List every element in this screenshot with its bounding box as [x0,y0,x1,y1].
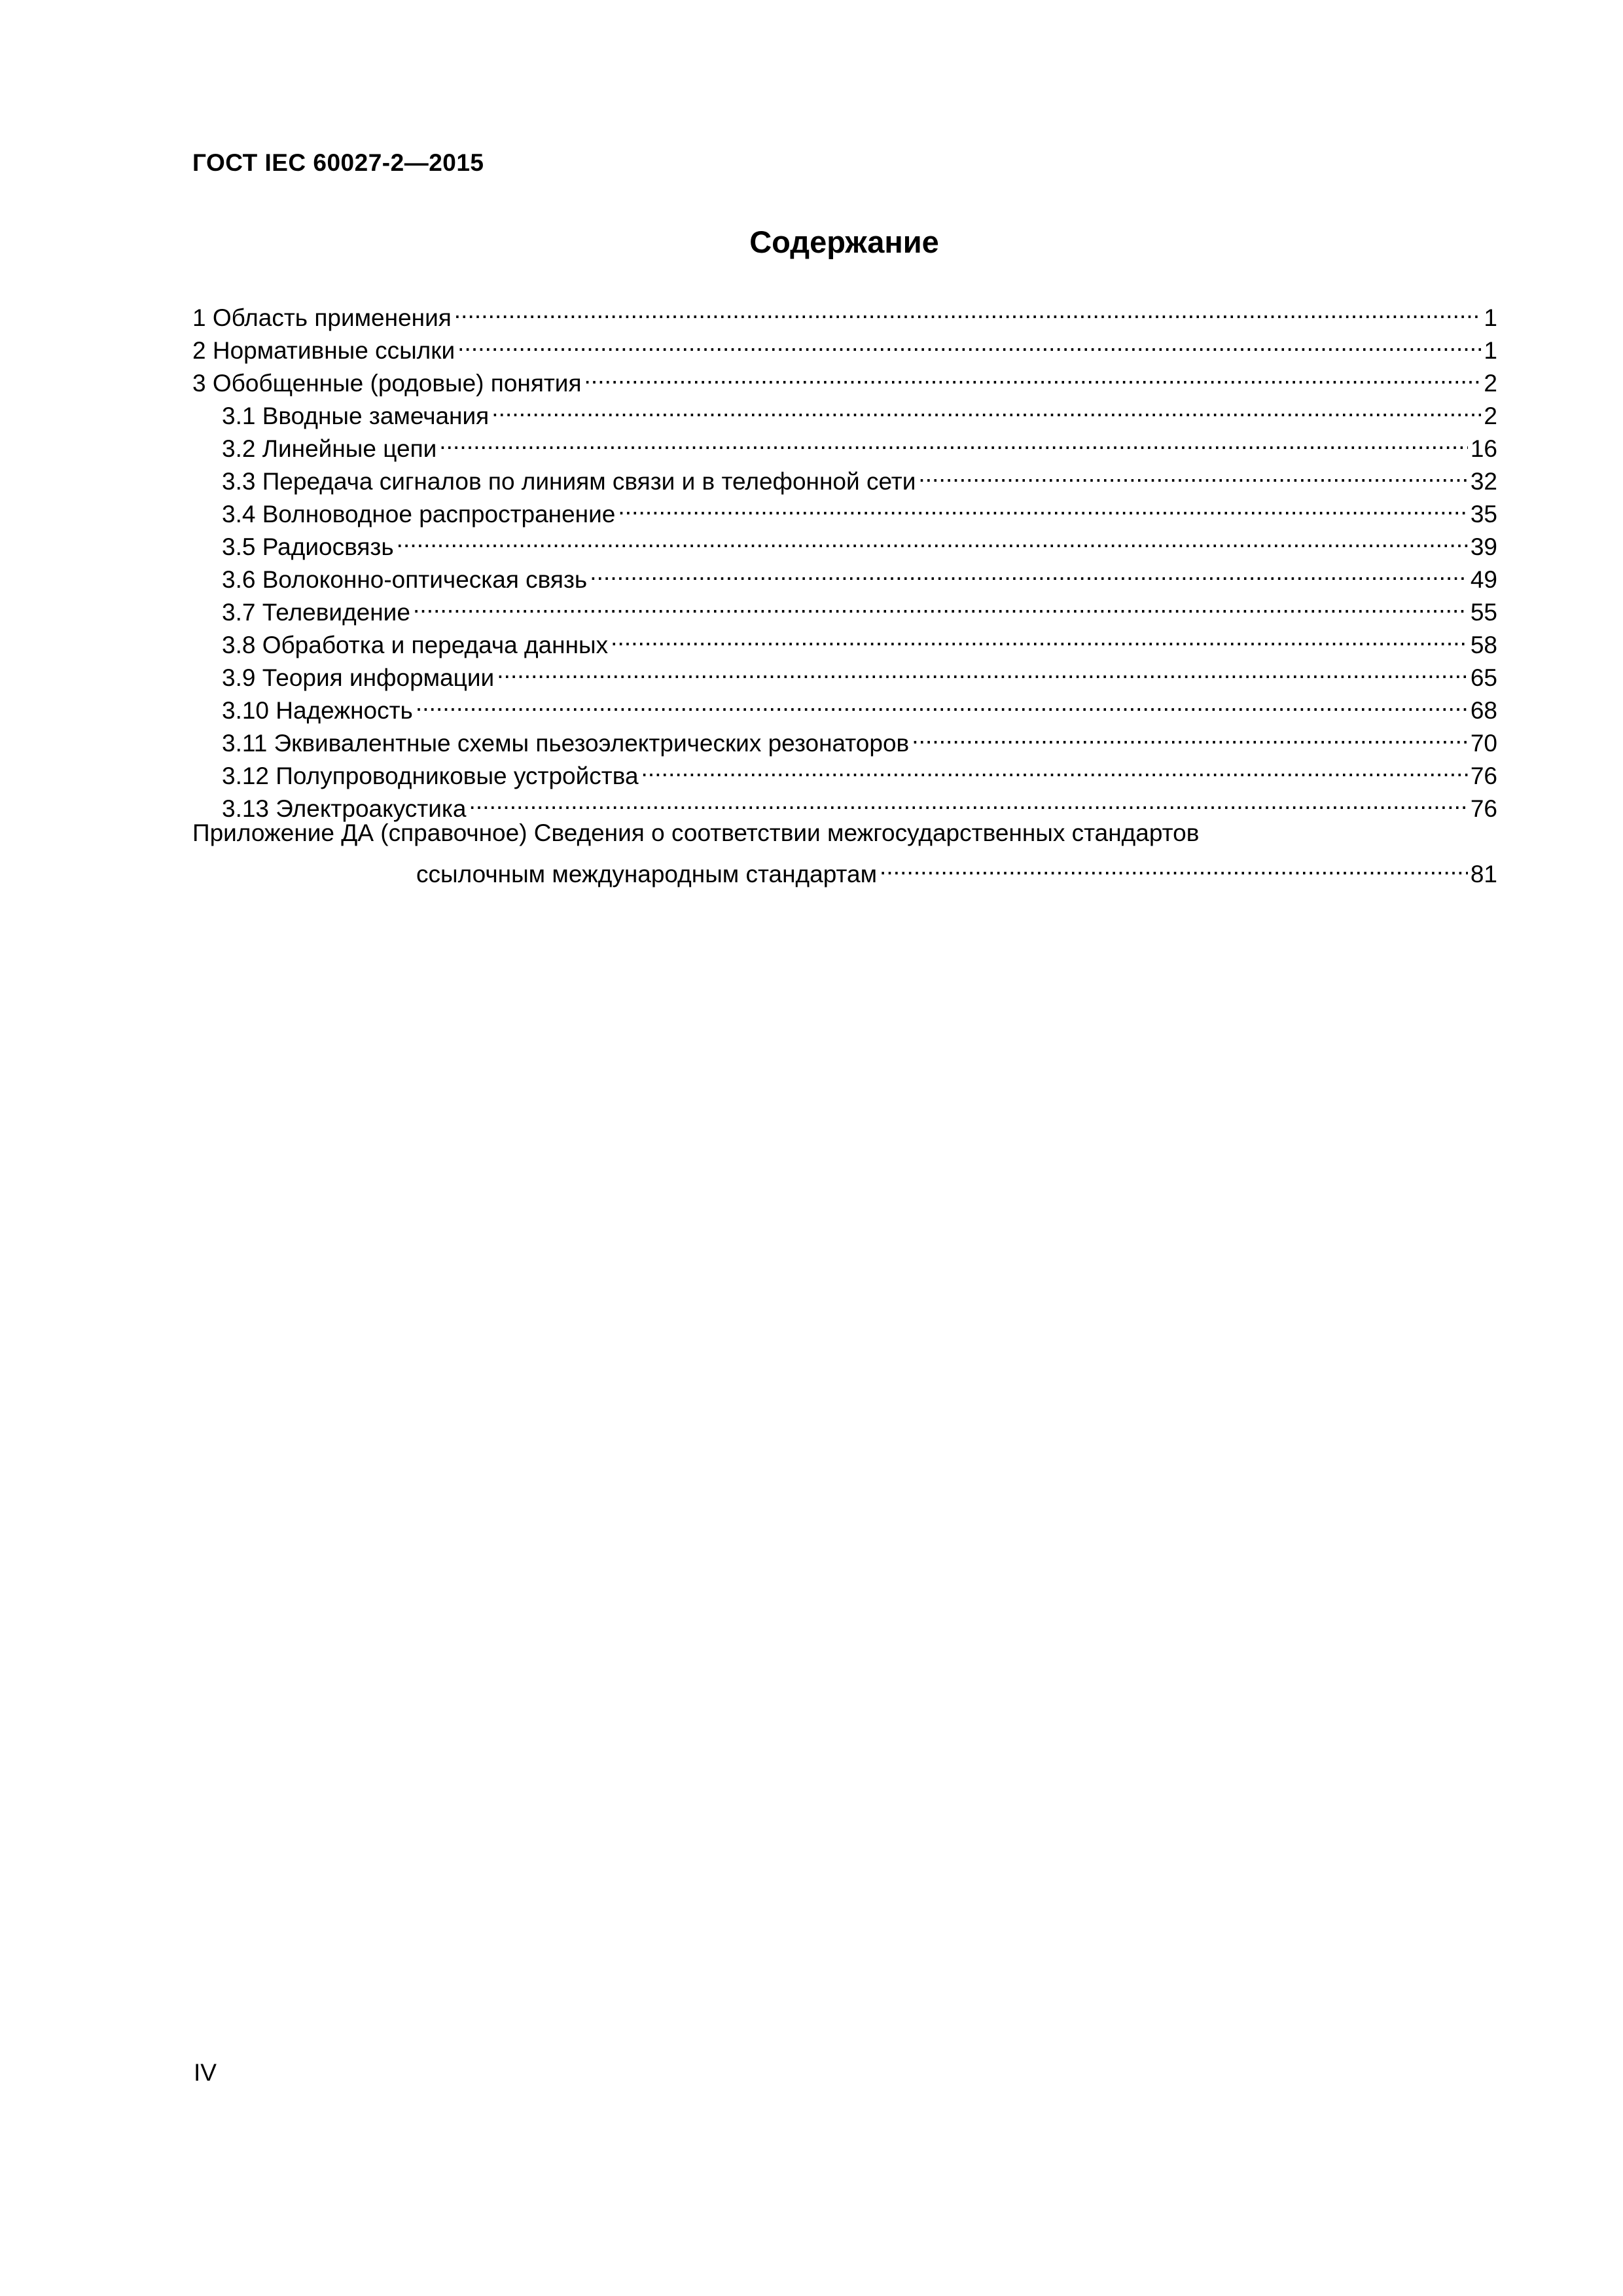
toc-entry-label: 3.2 Линейные цепи [222,435,437,462]
toc-leader-dots [469,784,1468,817]
toc-entry-label: 3.7 Телевидение [222,599,410,626]
toc-entry-page: 2 [1484,370,1497,397]
toc-entry-label: 3.12 Полупроводниковые устройства [222,762,639,789]
toc-entry-page: 1 [1484,304,1497,331]
toc-entry-page: 55 [1470,599,1497,626]
toc-leader-dots [439,424,1468,457]
toc-entry-page: 2 [1484,403,1497,429]
toc-entry-page: 39 [1470,533,1497,560]
toc-leader-dots [618,490,1467,522]
toc-entry-appendix[interactable] [192,817,1497,850]
toc-entry-page: 70 [1470,730,1497,757]
toc-title: Содержание [749,224,939,259]
toc-leader-dots [584,359,1482,391]
toc-entry-label: 3.10 Надежность [222,697,413,724]
toc-entry-page: 16 [1470,435,1497,462]
toc-entry-page: 32 [1470,468,1497,495]
toc-leader-dots [641,751,1468,784]
toc-entry-label: 2 Нормативные ссылки [192,337,455,364]
toc-entry-label: 3.5 Радиосвязь [222,533,394,560]
toc-leader-dots [457,326,1481,359]
toc-entry-label: 3.9 Теория информации [222,664,495,691]
toc-entry-label: 1 Область применения [192,304,452,331]
toc-entry-1[interactable] [192,293,1497,331]
toc-appendix-label-line1: Приложение ДА (справочное) Сведения о соответствии межгосударственных стандартов [192,819,1200,846]
toc-entry-label: 3.4 Волноводное распространение [222,501,616,528]
toc-leader-dots [880,850,1468,882]
document-code: ГОСТ IEC 60027-2—2015 [192,149,484,176]
toc-entry-page: 68 [1470,697,1497,724]
toc-entry-label: 3 Обобщенные (родовые) понятия [192,370,582,397]
toc-entry-label: 3.13 Электроакустика [222,795,467,822]
toc-entry-page: 1 [1484,337,1497,364]
toc-entry-page: 76 [1470,795,1497,822]
toc-leader-dots [497,653,1468,686]
toc-entry-label: 3.3 Передача сигналов по линиям связи и в телефонной сети [222,468,916,495]
toc-leader-dots [918,457,1467,490]
toc-leader-dots [416,686,1468,719]
toc-entry-page: 58 [1470,632,1497,658]
toc-entry-page: 35 [1470,501,1497,528]
toc-entry-label: 3.1 Вводные замечания [222,403,490,429]
toc-entry-label: 3.11 Эквивалентные схемы пьезоэлектрических резонаторов [222,730,910,757]
toc-entry-page: 49 [1470,566,1497,593]
toc-entry-appendix-cont[interactable] [192,850,1497,888]
toc-entry-page: 76 [1470,762,1497,789]
page-number: IV [194,2059,217,2086]
toc-entry-page: 65 [1470,664,1497,691]
table-of-contents [192,293,1497,888]
toc-entry-page: 81 [1470,861,1497,888]
toc-entry-label: 3.8 Обработка и передача данных [222,632,609,658]
toc-appendix-label-line2: ссылочным международным стандартам [416,861,878,888]
toc-leader-dots [454,293,1482,326]
toc-entry-label: 3.6 Волоконно-оптическая связь [222,566,588,593]
toc-leader-dots [413,588,1468,620]
toc-leader-dots [590,555,1468,588]
toc-leader-dots [397,522,1468,555]
toc-leader-dots [491,391,1481,424]
toc-leader-dots [912,719,1468,751]
toc-leader-dots [611,620,1468,653]
